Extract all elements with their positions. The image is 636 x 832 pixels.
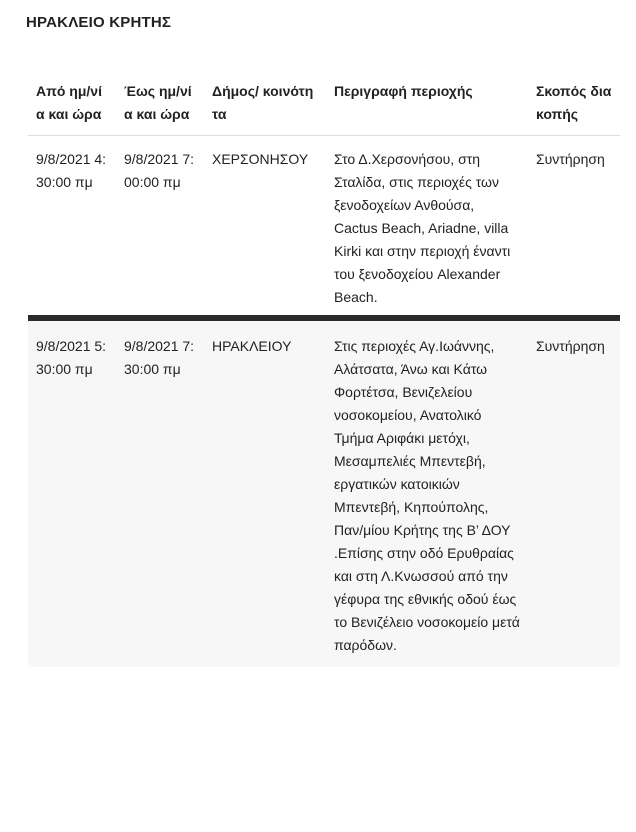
column-header-to: Έως ημ/νία και ώρα bbox=[124, 83, 192, 122]
cell-from: 9/8/2021 4:30:00 πμ bbox=[36, 151, 107, 190]
table-header-row bbox=[28, 70, 620, 136]
column-header-purpose: Σκοπός διακοπής bbox=[536, 83, 612, 122]
cell-to: 9/8/2021 7:30:00 πμ bbox=[116, 318, 204, 667]
cell-municipality: ΗΡΑΚΛΕΙΟΥ bbox=[204, 318, 326, 667]
page-title: ΗΡΑΚΛΕΙΟ ΚΡΗΤΗΣ bbox=[26, 14, 172, 31]
outage-table bbox=[28, 70, 620, 667]
column-header-description: Περιγραφή περιοχής bbox=[334, 83, 473, 99]
cell-from: 9/8/2021 5:30:00 πμ bbox=[28, 318, 116, 667]
cell-description: Στις περιοχές Αγ.Ιωάννης, Αλάτσατα, Άνω και Κάτω Φορτέτσα, Βενιζελείου νοσοκομείου, Ανατολικό Τμήμα Αριφάκι μετόχι, Μεσαμπελιές Μπεντεβή, εργατικών κατοικιών Μπεντεβή, Κηπούπολης, Παν/μίου Κρήτης της Β’ ΔΟΥ .Επίσης στην οδό Ερυθραίας και στη Λ.Κνωσσού από την γέφυρα της εθνικής οδού έως το Βενιζέλειο νοσοκομείο μετά παρόδων. bbox=[326, 318, 528, 667]
column-header-from: Από ημ/νία και ώρα bbox=[36, 83, 102, 122]
cell-to: 9/8/2021 7:00:00 πμ bbox=[124, 151, 195, 190]
column-header-municipality: Δήμος/ κοινότητα bbox=[212, 83, 314, 122]
cell-purpose: Συντήρηση bbox=[528, 318, 620, 667]
table-row bbox=[28, 318, 620, 667]
cell-description: Στο Δ.Χερσονήσου, στη Σταλίδα, στις περιοχές των ξενοδοχείων Ανθούσα, Cactus Beach, Ariadne, villa Kirki και στην περιοχή έναντι του ξενοδοχείου Alexander Beach. bbox=[334, 151, 511, 305]
cell-municipality: ΧΕΡΣΟΝΗΣΟΥ bbox=[212, 151, 309, 167]
cell-purpose: Συντήρηση bbox=[536, 151, 605, 167]
table-row bbox=[28, 136, 620, 319]
